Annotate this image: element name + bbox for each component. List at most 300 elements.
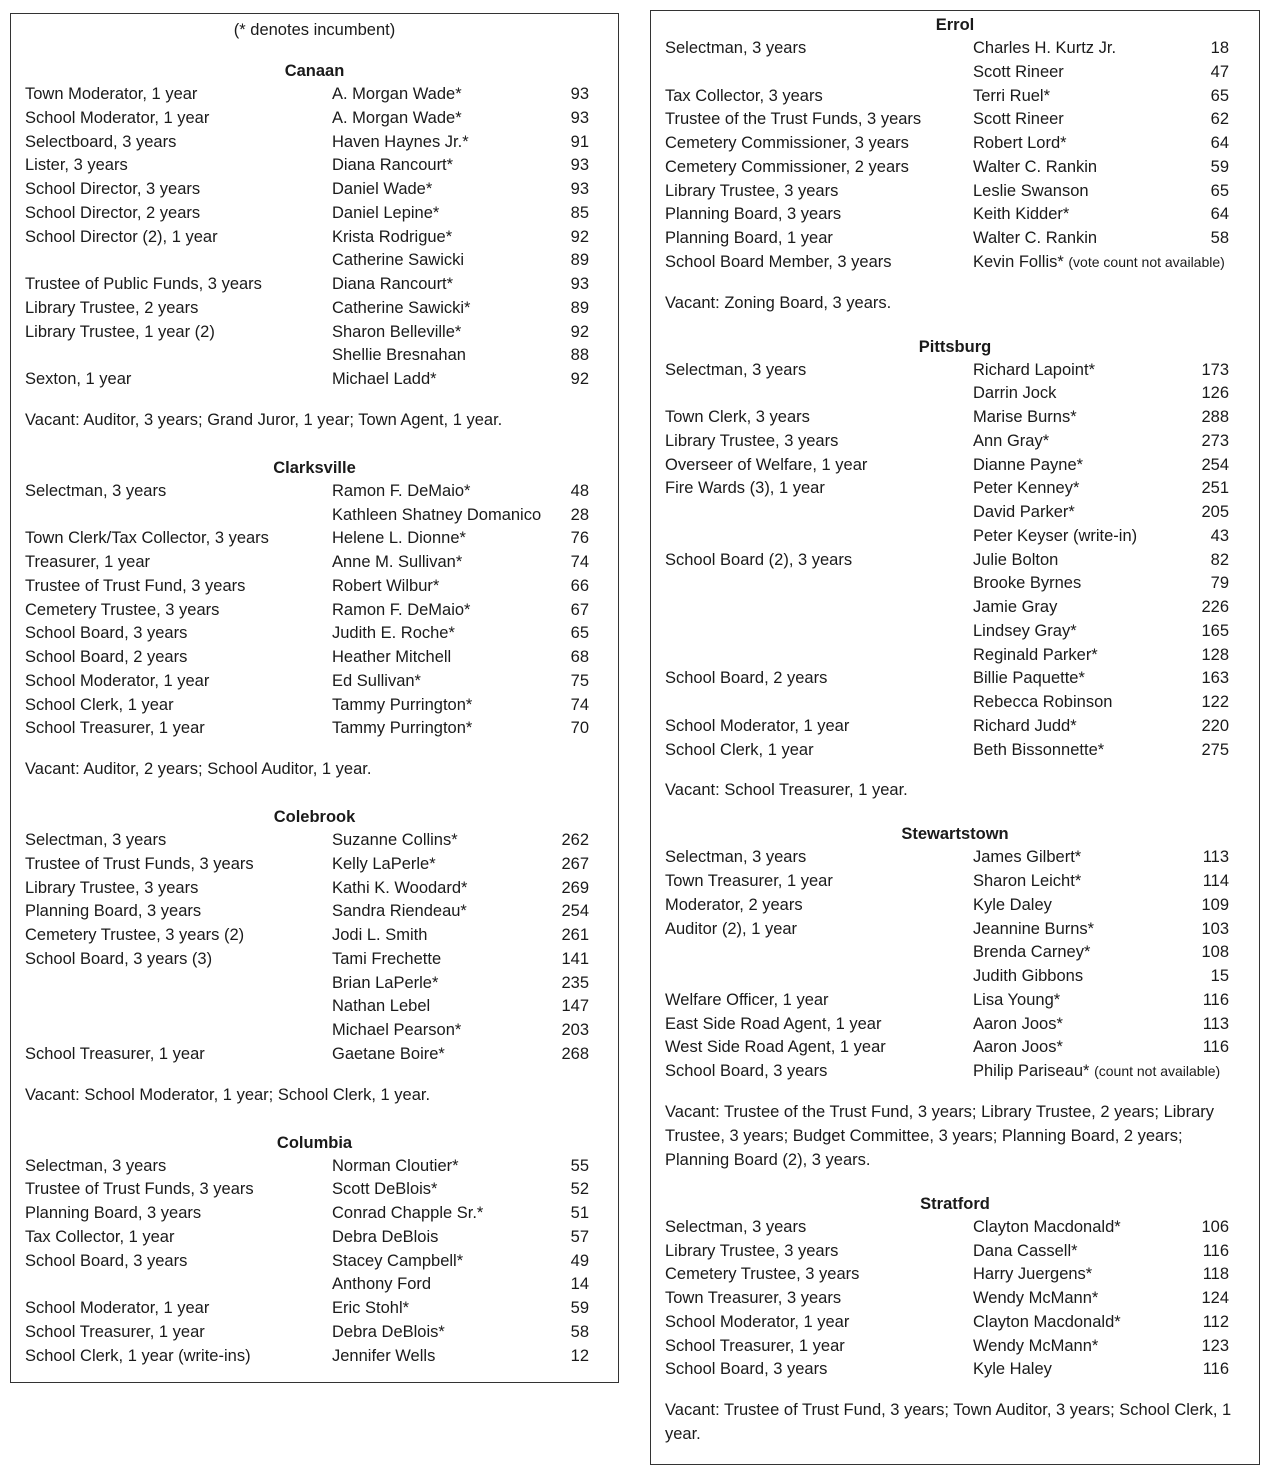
- office-name: School Board (2), 3 years: [665, 550, 853, 569]
- result-row: [25, 368, 604, 392]
- candidate-cell: [332, 948, 441, 972]
- candidate-cell: [973, 572, 1081, 596]
- office-name: School Director, 3 years: [25, 180, 201, 198]
- result-row: [665, 846, 1245, 870]
- vote-count: 59: [570, 1299, 589, 1317]
- candidate-cell: [973, 1311, 1121, 1335]
- result-row: [25, 321, 604, 345]
- office-name: School Treasurer, 1 year: [25, 1044, 205, 1063]
- candidate-name: Rebecca Robinson: [973, 693, 1113, 711]
- result-row: [25, 924, 604, 948]
- town-heading: Stewartstown: [901, 825, 1009, 844]
- office-name: School Board, 2 years: [665, 669, 828, 688]
- candidate-cell: [973, 1263, 1092, 1287]
- candidate-cell: [973, 1358, 1052, 1382]
- vote-count: 116: [1202, 990, 1229, 1009]
- right-sections: [665, 13, 1245, 1446]
- office-name: School Director, 2 years: [25, 203, 201, 222]
- office-name: School Moderator, 1 year: [25, 1299, 210, 1317]
- result-row: [665, 667, 1245, 691]
- result-row: [665, 156, 1245, 180]
- vote-count: 93: [570, 156, 589, 175]
- town-heading: Stratford: [920, 1194, 990, 1213]
- office-name: School Board, 3 years (3): [25, 949, 213, 968]
- candidate-cell: [332, 1155, 459, 1179]
- result-row: [665, 525, 1245, 549]
- candidate-cell: [973, 620, 1077, 644]
- candidate-name: Haven Haynes Jr.*: [332, 132, 469, 151]
- candidate-cell: [332, 694, 472, 718]
- vote-count: 118: [1202, 1265, 1229, 1284]
- office-name: School Clerk, 1 year: [665, 740, 814, 759]
- vote-count: 114: [1202, 872, 1229, 890]
- result-row: [25, 1202, 604, 1226]
- result-row: [25, 202, 604, 226]
- office-name: Cemetery Commissioner, 3 years: [665, 134, 909, 152]
- vote-count: 173: [1201, 360, 1229, 379]
- result-row: [665, 382, 1245, 406]
- candidate-name: Ed Sullivan*: [332, 671, 421, 690]
- vacant-offices: Vacant: Auditor, 2 years; School Auditor, 1 year.: [25, 760, 372, 778]
- candidate-name: A. Morgan Wade*: [332, 108, 462, 127]
- office-name: Town Treasurer, 3 years: [665, 1289, 842, 1307]
- office-name: Tax Collector, 1 year: [25, 1227, 175, 1246]
- candidate-name: Billie Paquette*: [973, 669, 1085, 688]
- result-row: [25, 1043, 604, 1067]
- vote-count: 65: [1210, 181, 1229, 200]
- candidate-name: Clayton Macdonald*: [973, 1217, 1121, 1236]
- candidate-cell: [332, 297, 470, 321]
- candidate-name: Judith Gibbons: [973, 967, 1084, 985]
- candidate-name: Harry Juergens*: [973, 1265, 1093, 1284]
- result-row: [665, 108, 1245, 132]
- office-name: Cemetery Trustee, 3 years: [25, 600, 220, 619]
- result-row: [25, 344, 604, 368]
- candidate-cell: [973, 61, 1064, 85]
- vote-count: 109: [1201, 895, 1229, 914]
- result-row: [665, 1287, 1245, 1311]
- candidate-cell: [973, 644, 1098, 668]
- office-name: Planning Board, 3 years: [665, 205, 842, 224]
- result-row: [665, 359, 1245, 383]
- candidate-name: Judith E. Roche*: [332, 624, 455, 643]
- candidate-name: Krista Rodrigue*: [332, 227, 453, 246]
- candidate-name: Sandra Riendeau*: [332, 902, 467, 921]
- candidate-name: Jennifer Wells: [332, 1346, 436, 1365]
- result-row: [25, 1345, 604, 1369]
- candidate-cell: [332, 273, 453, 297]
- candidate-name: Catherine Sawicki: [332, 251, 465, 270]
- result-row: [25, 226, 604, 250]
- office-name: Lister, 3 years: [25, 156, 128, 175]
- candidate-name: Catherine Sawicki*: [332, 298, 471, 317]
- result-row: [665, 1216, 1245, 1240]
- candidate-cell: [973, 37, 1116, 61]
- office-name: Selectman, 3 years: [25, 831, 167, 849]
- office-name: Tax Collector, 3 years: [665, 86, 823, 105]
- result-row: [665, 691, 1245, 715]
- office-name: School Board Member, 3 years: [665, 252, 892, 271]
- candidate-name: Michael Pearson*: [332, 1021, 462, 1039]
- candidate-cell: [973, 430, 1049, 454]
- office-name: Auditor (2), 1 year: [665, 919, 798, 938]
- town-section: [25, 59, 604, 432]
- candidate-name: Dianne Payne*: [973, 455, 1084, 474]
- result-row: [25, 551, 604, 575]
- candidate-cell: [332, 995, 430, 1019]
- result-row: [25, 948, 604, 972]
- office-name: School Board, 3 years: [665, 1360, 828, 1379]
- town-heading: Canaan: [284, 62, 345, 80]
- office-name: Fire Wards (3), 1 year: [665, 479, 825, 498]
- candidate-cell: [332, 368, 437, 392]
- candidate-cell: [332, 107, 462, 131]
- office-name: Cemetery Commissioner, 2 years: [665, 157, 909, 176]
- vote-count: 74: [570, 553, 589, 571]
- office-name: Planning Board, 3 years: [25, 1204, 202, 1222]
- candidate-name: Michael Ladd*: [332, 370, 437, 388]
- right-results-column: [650, 10, 1260, 1465]
- office-name: East Side Road Agent, 1 year: [665, 1014, 882, 1033]
- candidate-cell: [332, 249, 464, 273]
- vote-count: 112: [1202, 1312, 1229, 1331]
- left-column-content: [11, 14, 618, 1368]
- office-name: Town Clerk, 3 years: [665, 408, 810, 426]
- candidate-name: Richard Judd*: [973, 716, 1077, 735]
- vote-count: 43: [1210, 526, 1229, 545]
- town-heading: Errol: [935, 16, 975, 34]
- candidate-name: Walter C. Rankin: [973, 229, 1098, 247]
- result-row: [25, 1019, 604, 1043]
- result-row: [25, 1273, 604, 1297]
- office-name: Selectman, 3 years: [665, 360, 807, 379]
- vote-count-note: (count not available): [1094, 1063, 1221, 1079]
- candidate-name: Darrin Jock: [973, 384, 1057, 403]
- vote-count: 62: [1210, 110, 1229, 129]
- town-section: [25, 456, 604, 781]
- office-name: Selectman, 3 years: [25, 481, 167, 500]
- vote-count: 273: [1201, 431, 1229, 450]
- town-section: [665, 1192, 1245, 1446]
- candidate-name: Diana Rancourt*: [332, 156, 454, 175]
- candidate-name: Walter C. Rankin: [973, 157, 1098, 176]
- vote-count: 106: [1201, 1217, 1229, 1236]
- candidate-name: Shellie Bresnahan: [332, 346, 466, 365]
- candidate-name: Kevin Follis*: [973, 252, 1064, 271]
- town-section: [665, 822, 1245, 1172]
- office-name: School Treasurer, 1 year: [665, 1336, 845, 1355]
- candidate-cell: [332, 717, 472, 741]
- vote-count: 122: [1201, 693, 1229, 711]
- result-row: [665, 644, 1245, 668]
- office-name: School Board, 3 years: [25, 1251, 188, 1270]
- candidate-name: Kyle Haley: [973, 1360, 1052, 1379]
- candidate-cell: [332, 131, 469, 155]
- office-name: Library Trustee, 3 years: [25, 878, 199, 897]
- office-name: Trustee of Trust Funds, 3 years: [25, 854, 254, 873]
- result-row: [665, 1240, 1245, 1264]
- vote-count: 51: [570, 1204, 589, 1222]
- vacant-offices: Vacant: Trustee of the Trust Fund, 3 years; Library Trustee, 2 years; Library Trustee, 3 years; Budget Committee, 3 years; Planning Board, 2 years; Planning Board (2), 3 years.: [665, 1102, 1215, 1169]
- left-sections: [25, 59, 604, 1368]
- vote-count-note: (vote count not available): [1068, 253, 1225, 270]
- office-name: Library Trustee, 3 years: [665, 181, 839, 200]
- candidate-cell: [973, 406, 1077, 430]
- office-name: School Moderator, 1 year: [665, 716, 850, 735]
- candidate-name: Terri Ruel*: [973, 86, 1051, 105]
- candidate-name: Heather Mitchell: [332, 648, 452, 666]
- vote-count: 12: [570, 1346, 589, 1365]
- candidate-cell: [332, 344, 466, 368]
- vote-count: 64: [1210, 134, 1229, 152]
- vote-count: 88: [570, 346, 589, 365]
- result-row: [25, 1226, 604, 1250]
- candidate-cell: [332, 900, 467, 924]
- candidate-cell: [332, 1273, 431, 1297]
- result-row: [665, 739, 1245, 763]
- candidate-name: Brooke Byrnes: [973, 574, 1082, 593]
- candidate-name: Ramon F. DeMaio*: [332, 481, 471, 500]
- vote-count: 103: [1201, 919, 1229, 938]
- result-row: [25, 178, 604, 202]
- office-name: School Clerk, 1 year (write-ins): [25, 1346, 251, 1365]
- candidate-cell: [332, 1178, 437, 1202]
- result-row: [665, 715, 1245, 739]
- candidate-name: Aaron Joos*: [973, 1014, 1063, 1033]
- candidate-name: A. Morgan Wade*: [332, 85, 462, 103]
- town-heading: Pittsburg: [918, 337, 992, 356]
- vote-count: 113: [1202, 1014, 1229, 1033]
- vacant-offices: Vacant: School Treasurer, 1 year.: [665, 781, 908, 800]
- candidate-cell: [332, 575, 439, 599]
- candidate-cell: [332, 877, 467, 901]
- office-name: Library Trustee, 1 year (2): [25, 322, 215, 341]
- office-name: Moderator, 2 years: [665, 895, 803, 914]
- office-name: Town Clerk/Tax Collector, 3 years: [25, 529, 269, 548]
- candidate-cell: [973, 596, 1057, 620]
- candidate-name: Wendy McMann*: [973, 1336, 1099, 1355]
- vote-count: 92: [570, 370, 589, 388]
- result-row: [25, 154, 604, 178]
- vote-count: 235: [561, 973, 589, 992]
- candidate-name: Diana Rancourt*: [332, 275, 454, 293]
- vacant-offices: Vacant: Trustee of Trust Fund, 3 years; Town Auditor, 3 years; School Clerk, 1 year.: [665, 1401, 1232, 1443]
- candidate-cell: [332, 622, 455, 646]
- candidate-name: Wendy McMann*: [973, 1289, 1099, 1307]
- town-heading: Colebrook: [273, 808, 356, 826]
- office-name: Library Trustee, 3 years: [665, 431, 839, 450]
- result-row: [665, 454, 1245, 478]
- candidate-cell: [973, 180, 1089, 204]
- candidate-cell: [973, 1287, 1098, 1311]
- result-row: [665, 227, 1245, 251]
- candidate-cell: [973, 989, 1060, 1013]
- vote-count: 93: [570, 180, 589, 198]
- vote-count: 49: [570, 1251, 589, 1270]
- candidate-cell: [332, 480, 470, 504]
- candidate-cell: [332, 1321, 445, 1345]
- result-row: [665, 620, 1245, 644]
- vote-count: 74: [570, 695, 589, 714]
- vote-count: 52: [570, 1180, 589, 1199]
- result-row: [25, 504, 604, 528]
- vote-count: 126: [1201, 384, 1229, 403]
- office-name: Selectman, 3 years: [665, 848, 807, 867]
- vote-count: 269: [561, 878, 589, 897]
- result-row: [665, 37, 1245, 61]
- candidate-cell: [332, 1345, 435, 1369]
- vote-count: 58: [1210, 229, 1229, 247]
- vacant-offices: Vacant: Auditor, 3 years; Grand Juror, 1 year; Town Agent, 1 year.: [25, 410, 503, 429]
- vote-count: 163: [1201, 669, 1229, 688]
- result-row: [665, 894, 1245, 918]
- vote-count: 65: [1210, 86, 1229, 105]
- result-row: [25, 480, 604, 504]
- candidate-name: Brenda Carney*: [973, 943, 1091, 962]
- candidate-cell: [973, 691, 1112, 715]
- candidate-name: Peter Kenney*: [973, 479, 1080, 498]
- vote-count: 59: [1210, 157, 1229, 176]
- candidate-cell: [332, 1297, 409, 1321]
- vote-count: 66: [570, 576, 589, 595]
- candidate-cell: [332, 178, 432, 202]
- candidate-cell: [332, 1250, 463, 1274]
- candidate-cell: [973, 1240, 1078, 1264]
- candidate-cell: [332, 504, 541, 528]
- result-row: [665, 477, 1245, 501]
- candidate-name: Anthony Ford: [332, 1275, 432, 1294]
- vote-count: 93: [570, 85, 589, 103]
- vote-count: 220: [1201, 716, 1229, 735]
- candidate-name: Jodi L. Smith: [332, 926, 428, 944]
- office-name: School Clerk, 1 year: [25, 695, 174, 714]
- candidate-cell: [973, 941, 1090, 965]
- candidate-name: Sharon Leicht*: [973, 872, 1082, 890]
- candidate-name: Brian LaPerle*: [332, 973, 439, 992]
- candidate-name: Eric Stohl*: [332, 1299, 410, 1317]
- candidate-name: Robert Lord*: [973, 134, 1067, 152]
- candidate-name: Lindsey Gray*: [973, 621, 1077, 640]
- vacant-offices: Vacant: School Moderator, 1 year; School Clerk, 1 year.: [25, 1085, 431, 1104]
- vote-count: 47: [1210, 62, 1229, 81]
- candidate-name: Scott Rineer: [973, 62, 1064, 81]
- vote-count: 92: [570, 227, 589, 246]
- office-name: School Board, 3 years: [665, 1062, 828, 1080]
- candidate-cell: [973, 227, 1097, 251]
- result-row: [665, 132, 1245, 156]
- result-row: [25, 1321, 604, 1345]
- candidate-name: Robert Wilbur*: [332, 576, 440, 595]
- vote-count: 28: [570, 505, 589, 524]
- candidate-name: Conrad Chapple Sr.*: [332, 1204, 484, 1222]
- candidate-name: Tami Frechette: [332, 949, 442, 968]
- candidate-name: Charles H. Kurtz Jr.: [973, 39, 1117, 57]
- result-row: [25, 717, 604, 741]
- candidate-name: Clayton Macdonald*: [973, 1312, 1121, 1331]
- candidate-name: Helene L. Dionne*: [332, 529, 466, 548]
- office-name: Trustee of the Trust Funds, 3 years: [665, 110, 922, 129]
- result-row: [665, 430, 1245, 454]
- office-name: Selectman, 3 years: [665, 1217, 807, 1236]
- result-row: [665, 941, 1245, 965]
- office-name: Planning Board, 3 years: [25, 902, 202, 921]
- candidate-name: Kathi K. Woodard*: [332, 878, 468, 897]
- left-results-column: [10, 13, 619, 1383]
- office-name: Cemetery Trustee, 3 years (2): [25, 926, 245, 944]
- office-name: School Moderator, 1 year: [25, 108, 210, 127]
- vacant-offices: Vacant: Zoning Board, 3 years.: [665, 293, 892, 312]
- candidate-cell: [332, 527, 466, 551]
- vote-count: 268: [561, 1044, 589, 1063]
- candidate-name: Beth Bissonnette*: [973, 740, 1105, 759]
- vote-count: 65: [570, 624, 589, 643]
- candidate-name: Nathan Lebel: [332, 997, 431, 1016]
- candidate-cell: [332, 321, 461, 345]
- vote-count: 251: [1201, 479, 1229, 498]
- office-name: Town Moderator, 1 year: [25, 85, 198, 103]
- candidate-cell: [332, 972, 438, 996]
- result-row: [665, 965, 1245, 989]
- vote-count: 141: [561, 949, 589, 968]
- candidate-name: Suzanne Collins*: [332, 831, 458, 849]
- candidate-cell: [332, 551, 462, 575]
- candidate-cell: [973, 715, 1077, 739]
- candidate-name: Debra DeBlois*: [332, 1322, 445, 1341]
- result-row: [665, 203, 1245, 227]
- result-row: [25, 995, 604, 1019]
- candidate-name: Ann Gray*: [973, 431, 1050, 450]
- vote-count: 93: [570, 275, 589, 293]
- candidate-cell: [973, 1060, 1220, 1084]
- candidate-cell: [973, 965, 1083, 989]
- candidate-cell: [332, 599, 470, 623]
- candidate-cell: [973, 870, 1081, 894]
- candidate-cell: [332, 1226, 438, 1250]
- candidate-cell: [973, 1036, 1063, 1060]
- office-name: West Side Road Agent, 1 year: [665, 1038, 886, 1057]
- candidate-name: Jamie Gray: [973, 598, 1058, 616]
- office-name: School Moderator, 1 year: [665, 1312, 850, 1331]
- office-name: Selectboard, 3 years: [25, 132, 177, 151]
- vote-count: 89: [570, 298, 589, 317]
- candidate-cell: [332, 1202, 483, 1226]
- candidate-name: David Parker*: [973, 503, 1075, 521]
- candidate-cell: [332, 202, 439, 226]
- office-name: Trustee of Trust Fund, 3 years: [25, 576, 246, 595]
- vote-count: 254: [1201, 455, 1229, 474]
- candidate-cell: [973, 1335, 1098, 1359]
- candidate-cell: [332, 646, 451, 670]
- office-name: Trustee of Trust Funds, 3 years: [25, 1180, 254, 1199]
- result-row: [25, 575, 604, 599]
- candidate-name: Stacey Campbell*: [332, 1251, 464, 1270]
- candidate-cell: [973, 477, 1079, 501]
- result-row: [25, 1155, 604, 1179]
- candidate-name: Dana Cassell*: [973, 1241, 1078, 1260]
- office-name: Planning Board, 1 year: [665, 229, 833, 247]
- vote-count: 261: [561, 926, 589, 944]
- town-section: [25, 805, 604, 1107]
- candidate-cell: [973, 108, 1064, 132]
- result-row: [665, 596, 1245, 620]
- vote-count: 89: [570, 251, 589, 270]
- result-row: [665, 61, 1245, 85]
- vote-count: 124: [1201, 1289, 1229, 1307]
- result-row: [25, 599, 604, 623]
- office-name: Sexton, 1 year: [25, 370, 132, 388]
- vote-count: 262: [561, 831, 589, 849]
- candidate-cell: [332, 853, 436, 877]
